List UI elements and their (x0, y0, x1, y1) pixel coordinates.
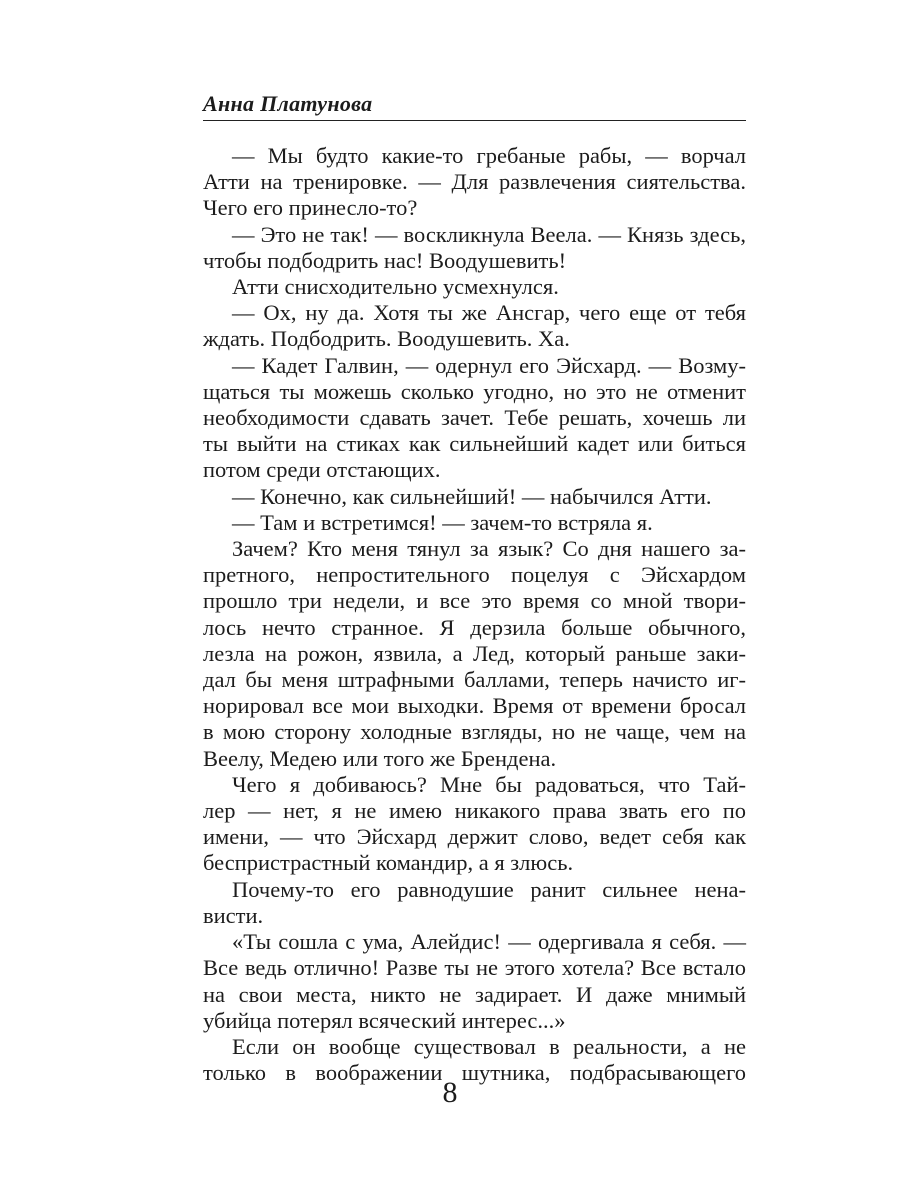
text-line: висти. (203, 902, 264, 928)
text-line: — Кадет Галвин, — одернул его Эйсхард. — Возму- (232, 352, 746, 378)
text-line: лось нечто странное. Я дерзила больше обычного, (203, 614, 746, 640)
text-line: Атти снисходительно усмехнулся. (232, 274, 559, 300)
text-line: «Ты сошла с ума, Алейдис! — одергивала я себя. — (232, 929, 746, 955)
text-line: на свои места, никто не задирает. И даже мнимый (203, 981, 746, 1007)
text-line: — Конечно, как сильнейший! — набычился Атти. (232, 483, 712, 509)
text-line: необходимости сдавать зачет. Тебе решать, хочешь ли (203, 405, 746, 431)
text-line: убийца потерял всяческий интерес...» (203, 1007, 566, 1033)
text-line: — Там и встретимся! — зачем-то встряла я. (232, 509, 653, 535)
text-line: ты выйти на стиках как сильнейший кадет или биться (203, 431, 746, 457)
text-line: щаться ты можешь сколько угодно, но это не отменит (203, 378, 746, 404)
text-line: ждать. Подбодрить. Воодушевить. Ха. (203, 326, 570, 352)
text-line: имени, — что Эйсхард держит слово, ведет себя как (203, 824, 746, 850)
text-line: лезла на рожон, язвила, а Лед, который раньше заки- (203, 640, 746, 666)
text-line: — Мы будто какие-то гребаные рабы, — ворчал (232, 143, 746, 168)
text-line: Зачем? Кто меня тянул за язык? Со дня нашего за- (232, 536, 746, 562)
text-line: беспристрастный командир, а я злюсь. (203, 850, 574, 876)
text-line: Веелу, Медею или того же Бренденa. (203, 745, 557, 771)
text-line: дал бы меня штрафными баллами, теперь начисто иг- (203, 667, 746, 693)
text-line: — Ох, ну да. Хотя ты же Ансгар, чего еще от тебя (232, 300, 746, 326)
text-line: претного, непростительного поцелуя с Эйсхардом (203, 562, 746, 588)
text-line: Атти на тренировке. — Для развлечения сиятельства. (203, 169, 746, 195)
text-line: только в воображении шутника, подбрасывающего (203, 1060, 746, 1086)
page-number: 8 (442, 1076, 458, 1109)
text-line: Все ведь отлично! Разве ты не этого хотела? Все встало (203, 955, 746, 981)
text-line: Чего его принесло-то? (203, 195, 418, 221)
text-line: Почему-то его равнодушие ранит сильнее нена- (232, 876, 746, 902)
text-line: потом среди отстающих. (203, 457, 441, 483)
text-line: чтобы подбодрить нас! Воодушевить! (203, 247, 567, 273)
text-line: норировал все мои выходки. Время от времени бросал (203, 693, 746, 719)
running-head-author: Анна Платунова (203, 91, 373, 116)
text-line: лер — нет, я не имею никакого права звать его по (203, 798, 746, 824)
text-line: в мою сторону холодные взгляды, но не чаще, чем на (203, 719, 746, 745)
text-line: Если он вообще существовал в реальности, а не (232, 1033, 746, 1059)
text-line: Чего я добиваюсь? Мне бы радоваться, что Тай- (232, 771, 746, 797)
text-line: прошло три недели, и все это время со мной твори- (203, 588, 746, 614)
body-text (203, 143, 746, 1086)
text-line: — Это не так! — воскликнула Веела. — Князь здесь, (232, 221, 746, 247)
header-rule (203, 120, 746, 121)
